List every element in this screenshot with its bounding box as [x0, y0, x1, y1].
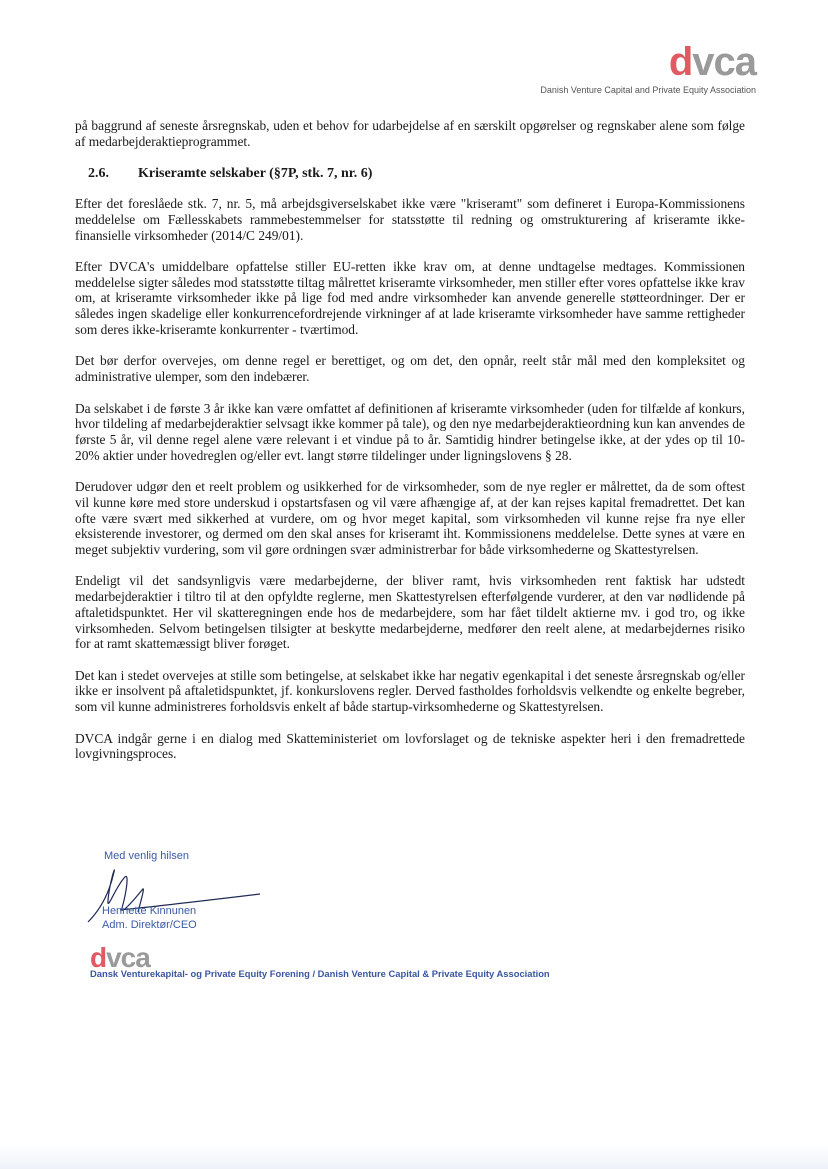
logo-tagline: Danish Venture Capital and Private Equity Association	[540, 85, 756, 95]
section-title: Kriseramte selskaber (§7P, stk. 7, nr. 6)	[138, 166, 373, 182]
letter-body	[75, 118, 745, 778]
scan-bottom-edge	[0, 1145, 828, 1169]
paragraph-continuation: på baggrund af seneste årsregnskab, uden et behov for udarbejdelse af en særskilt opgørelser og regnskaber alene som følge af medarbejderaktieprogrammet.	[75, 118, 745, 149]
paragraph: Derudover udgør den et reelt problem og usikkerhed for de virksomheder, som de nye regler er målrettet, da de som oftest vil kunne køre med store underskud i opstartsfasen og vil være afhængige af, at der kan rejses kapital fremadrettet. Det kan ofte være svært med sikkerhed at vurdere, om og hvor meget kapital, som virksomheden vil kunne rejse fra nye eller eksisterende investorer, og dermed om den skal anses for kriseramt iht. Kommissionens meddelelse. Dette synes at være en meget subjektiv vurdering, som vil gøre ordningen svær administrerbar for både virksomhederne og Skattestyrelsen.	[75, 479, 745, 557]
signer-name: Henriette Kinnunen	[102, 905, 197, 917]
signer-title: Adm. Direktør/CEO	[102, 919, 197, 931]
closing-greeting: Med venlig hilsen	[104, 850, 189, 862]
dvca-logo-wordmark: dvca	[668, 40, 756, 84]
signature-block	[80, 850, 680, 931]
paragraph: Efter det foreslåede stk. 7, nr. 5, må arbejdsgiverselskabet ikke være "kriseramt" som defineret i Europa-Kommissionens meddelelse om Fællesskabets rammebestemmelser for statsstøtte til redning og omstrukturering af kriseramte ikke-finansielle virksomheder (2014/C 249/01).	[75, 196, 745, 243]
dvca-footer-wordmark: dvca	[90, 942, 150, 973]
section-number: 2.6.	[88, 166, 109, 182]
paragraph: Da selskabet i de første 3 år ikke kan være omfattet af definitionen af kriseramte virksomheder (uden for tilfælde af konkurs, hvor tildeling af medarbejderaktier selvsagt ikke kommer på tale), og den nye medarbejderaktieordning kun kan anvendes de første 5 år, vil denne regel alene være relevant i et vindue på to år. Samtidig hindrer betingelse ikke, at der ydes op til 10-20% aktier under hovedreglen og/eller evt. langt større tildelinger under ligningslovens § 28.	[75, 400, 745, 463]
dvca-header-logo	[540, 42, 756, 95]
paragraph: DVCA indgår gerne i en dialog med Skatteministeriet om lovforslaget og de tekniske aspekter heri i den fremadrettede lovgivningsproces.	[75, 730, 745, 762]
section-heading	[75, 166, 745, 182]
paragraph: Det bør derfor overvejes, om denne regel er berettiget, og om det, den opnår, reelt står mål med den kompleksitet og administrative ulemper, som den indebærer.	[75, 353, 745, 385]
paragraph: Det kan i stedet overvejes at stille som betingelse, at selskabet ikke har negativ egenkapital i det seneste årsregnskab og/eller ikke er insolvent på aftaletidspunktet, jf. konkurslovens regler. Derved fastholdes forholdsvis velkendte og enkelte begreber, som vil kunne administreres forholdsvis enkelt af både startup-virksomhederne og Skattestyrelsen.	[75, 667, 745, 715]
paragraph: Efter DVCA's umiddelbare opfattelse stiller EU-retten ikke krav om, at denne undtagelse medtages. Kommissionen meddelelse sigter således mod statsstøtte tiltag målrettet kriseramte virksomheder, men stiller efter vores opfattelse ikke krav om, at kriseramte virksomheder ikke på lige fod med andre virksomheder kan anvende generelle støtteordninger. Der er således ingen skadelige eller konkurrencefordrejende virkninger af at lade kriseramte virksomheder have samme rettigheder som deres ikke-kriseramte konkurrenter - tværtimod.	[75, 259, 745, 337]
organization-name: Dansk Venturekapital- og Private Equity Forening / Danish Venture Capital & Private Equity Association	[90, 968, 550, 979]
paragraph: Endeligt vil det sandsynligvis være medarbejderne, der bliver ramt, hvis virksomheden rent faktisk har udstedt medarbejderaktier i tiltro til at den opfyldte reglerne, men Skattestyrelsen efterfølgende vurderer, at den var nødlidende på aftaletidspunktet. Her vil skatteregningen ende hos de medarbejdere, som har fået tildelt aktierne mv. i god tro, og ikke virksomheden. Selvom betingelsen tilsigter at beskytte medarbejderne, medfører den reelt alene, at medarbejdernes risiko for at ramt skattemæssigt bliver forøget.	[75, 573, 745, 652]
